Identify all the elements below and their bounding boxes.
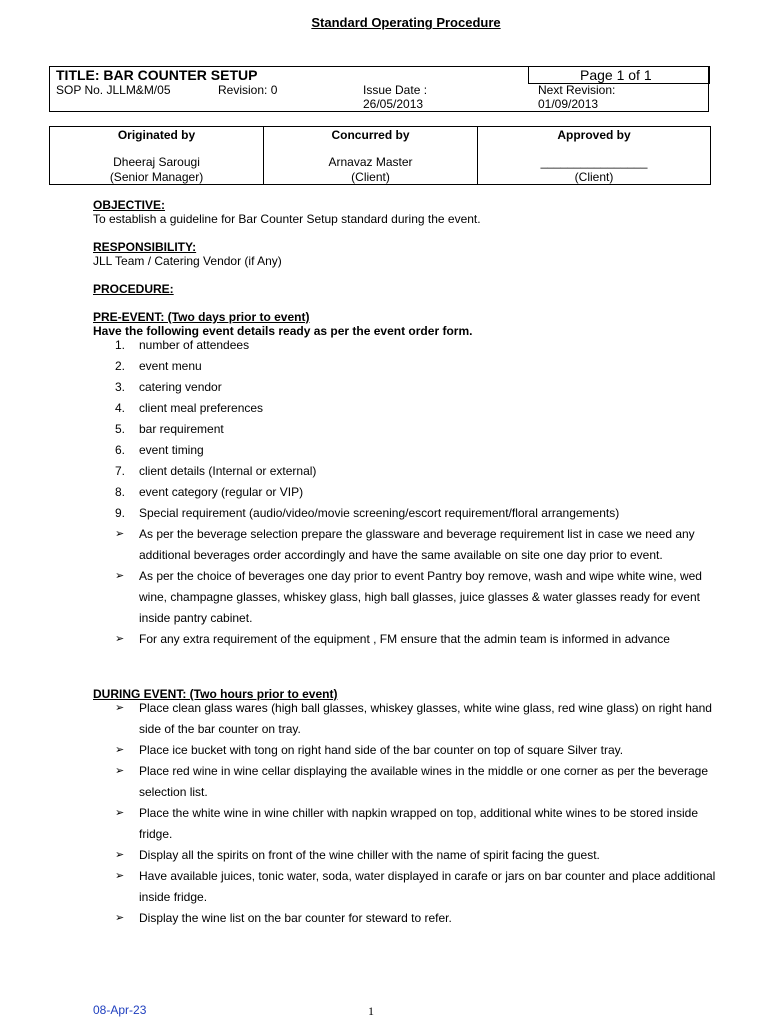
next-revision-label: Next Revision: (538, 83, 616, 97)
arrow-bullet-icon: ➢ (115, 870, 125, 882)
list-item: ➢ As per the choice of beverages one day prior to event Pantry boy remove, wash and wipe white wine, wed wine, champagne glasses, whiskey glass, high ball glasses, juice glasses & water glasses ready for event inside pantry cabinet. (115, 566, 730, 629)
approved-cell (478, 127, 710, 184)
footer-date: 08-Apr-23 (93, 1003, 147, 1017)
objective-heading: OBJECTIVE: (93, 198, 166, 212)
arrow-bullet-icon: ➢ (115, 807, 125, 819)
list-item: ➢ As per the beverage selection prepare the glassware and beverage requirement list in case we need any additional beverages order accordingly and have the same available on site one day prior to event. (115, 524, 730, 566)
arrow-bullet-icon: ➢ (115, 702, 125, 714)
pre-event-intro: Have the following event details ready as per the event order form. (93, 324, 473, 338)
concurred-cell (264, 127, 478, 184)
sop-title: TITLE: BAR COUNTER SETUP (56, 67, 258, 83)
arrow-bullet-icon: ➢ (115, 570, 125, 582)
list-item: 4. client meal preferences (115, 401, 264, 415)
pre-event-heading: PRE-EVENT: (Two days prior to event) (93, 310, 310, 324)
list-item: 1. number of attendees (115, 338, 250, 352)
list-item: ➢ Display all the spirits on front of the wine chiller with the name of spirit facing the guest. (115, 845, 730, 866)
issue-date-label: Issue Date : (363, 83, 428, 97)
concurred-role: (Client) (351, 170, 390, 184)
list-item: ➢ Display the wine list on the bar counter for steward to refer. (115, 908, 730, 929)
responsibility-text: JLL Team / Catering Vendor (if Any) (93, 254, 282, 268)
arrow-bullet-icon: ➢ (115, 528, 125, 540)
list-item: ➢ Have available juices, tonic water, soda, water displayed in carafe or jars on bar counter and place additional inside fridge. (115, 866, 730, 908)
revision: Revision: 0 (218, 83, 278, 97)
list-item: 9. Special requirement (audio/video/movie screening/escort requirement/floral arrangements) (115, 506, 620, 520)
originated-role: (Senior Manager) (109, 170, 204, 184)
approved-role: (Client) (574, 170, 614, 184)
pre-event-checklist (115, 335, 725, 524)
arrow-bullet-icon: ➢ (115, 765, 125, 777)
issue-date: 26/05/2013 (363, 97, 424, 111)
list-item: 3. catering vendor (115, 380, 222, 394)
during-event-bullets (115, 698, 730, 929)
concurred-name: Arnavaz Master (328, 155, 413, 169)
footer-page-number: 1 (368, 1004, 374, 1018)
next-revision-date: 01/09/2013 (538, 97, 599, 111)
sop-number: SOP No. JLLM&M/05 (56, 83, 171, 97)
list-item: 2. event menu (115, 359, 202, 373)
document-title: Standard Operating Procedure (311, 15, 501, 30)
signature-table (49, 126, 711, 185)
list-item: ➢ Place ice bucket with tong on right hand side of the bar counter on top of square Silver tray. (115, 740, 730, 761)
originated-cell (50, 127, 264, 184)
approved-signature-line: ________________ (540, 155, 648, 169)
arrow-bullet-icon: ➢ (115, 633, 125, 645)
arrow-bullet-icon: ➢ (115, 744, 125, 756)
list-item: ➢ Place red wine in wine cellar displaying the available wines in the middle or one corner as per the beverage selection list. (115, 761, 730, 803)
list-item: 8. event category (regular or VIP) (115, 485, 304, 499)
objective-text: To establish a guideline for Bar Counter Setup standard during the event. (93, 212, 481, 226)
header-table (49, 66, 709, 112)
during-event-heading: DURING EVENT: (Two hours prior to event) (93, 687, 338, 701)
page-indicator: Page 1 of 1 (580, 67, 652, 83)
approved-heading: Approved by (557, 128, 631, 142)
list-item: 6. event timing (115, 443, 204, 457)
list-item: 5. bar requirement (115, 422, 224, 436)
list-item: ➢ Place the white wine in wine chiller with napkin wrapped on top, additional white wines to be stored inside fridge. (115, 803, 730, 845)
originated-name: Dheeraj Sarougi (113, 155, 200, 169)
arrow-bullet-icon: ➢ (115, 912, 125, 924)
list-item: ➢ Place clean glass wares (high ball glasses, whiskey glasses, white wine glass, red wine glass) on right hand side of the bar counter on tray. (115, 698, 730, 740)
procedure-heading: PROCEDURE: (93, 282, 174, 296)
responsibility-heading: RESPONSIBILITY: (93, 240, 197, 254)
pre-event-bullets (115, 524, 730, 650)
list-item: 7. client details (Internal or external) (115, 464, 317, 478)
originated-heading: Originated by (117, 128, 196, 142)
concurred-heading: Concurred by (331, 128, 410, 142)
list-item: ➢ For any extra requirement of the equipment , FM ensure that the admin team is informed in advance (115, 629, 730, 650)
arrow-bullet-icon: ➢ (115, 849, 125, 861)
